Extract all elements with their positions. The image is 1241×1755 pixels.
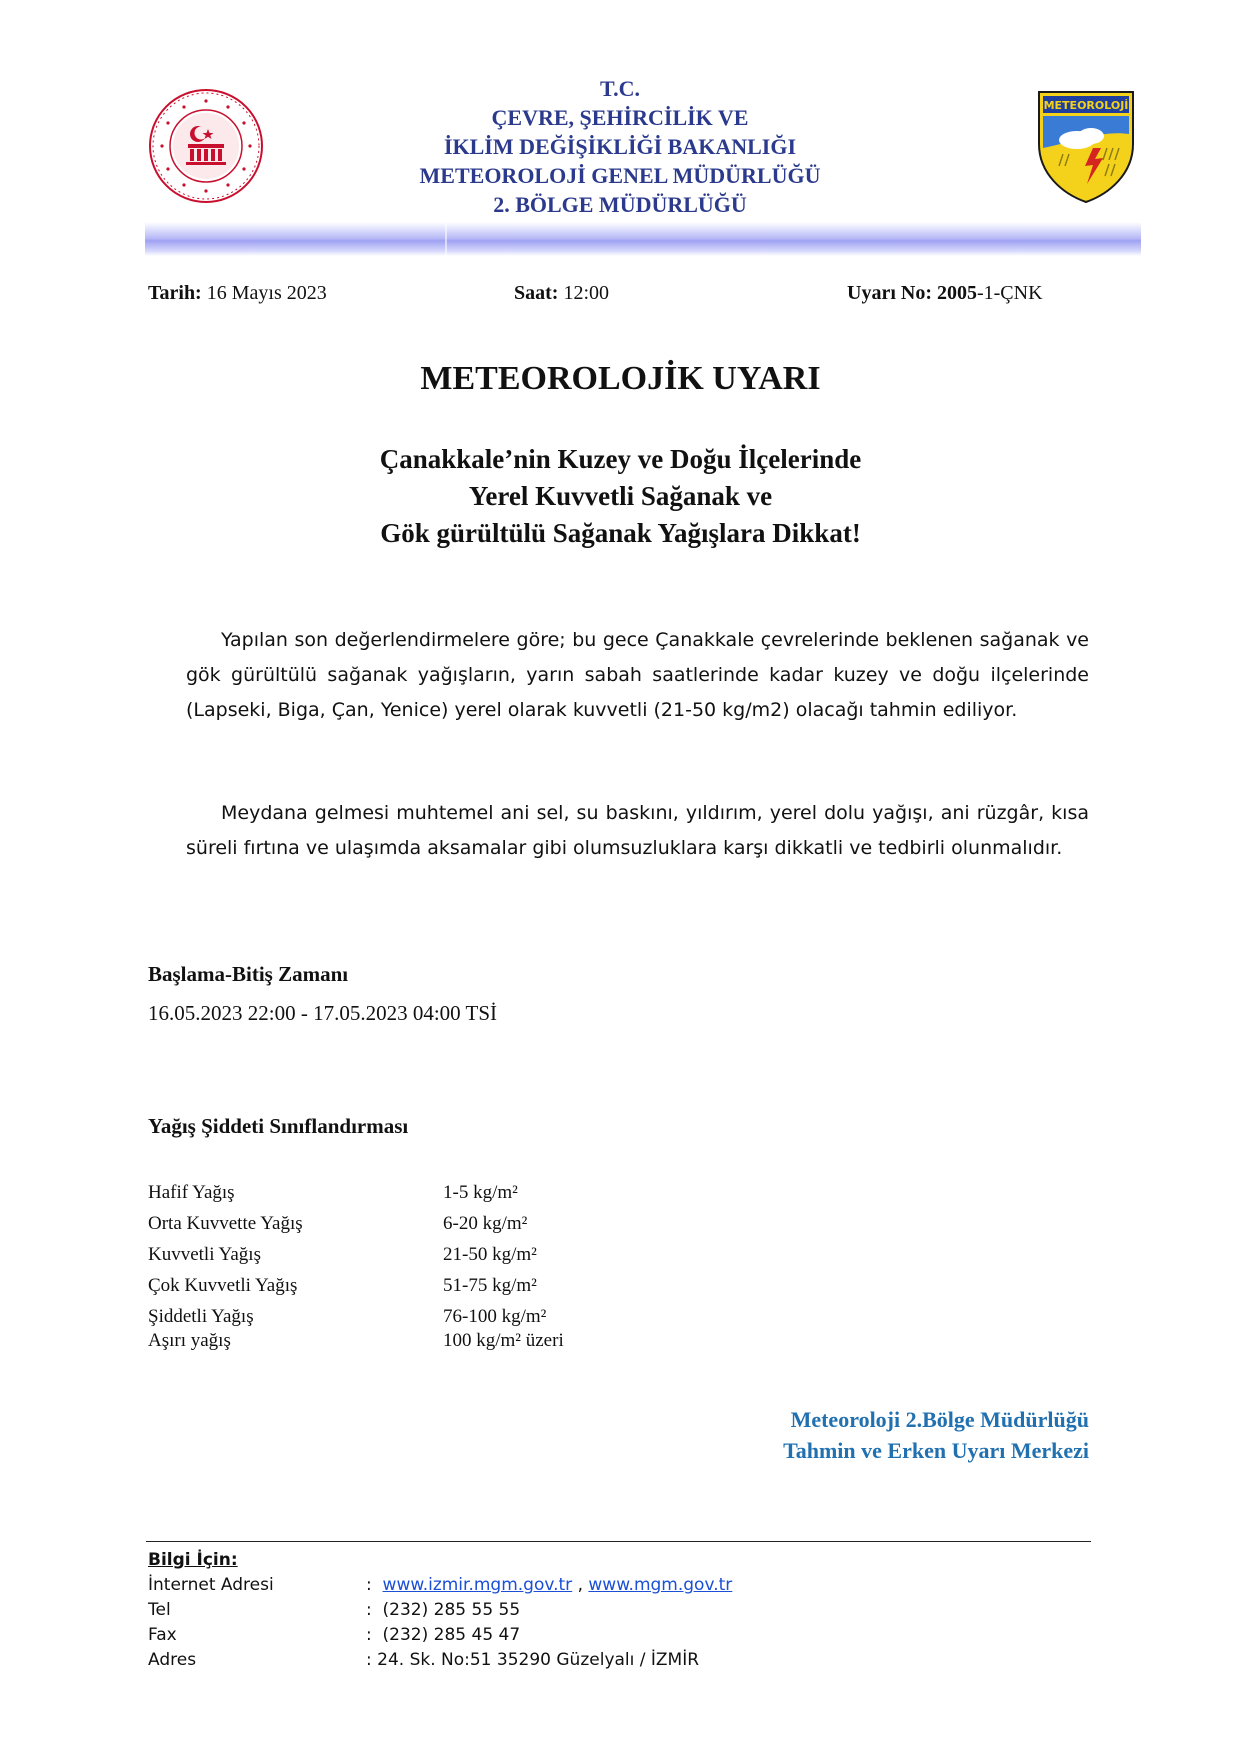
header-line-ministry-2: İKLİM DEĞİŞİKLİĞİ BAKANLIĞI xyxy=(443,134,797,159)
class-name: Aşırı yağış xyxy=(148,1330,231,1351)
document-subtitle xyxy=(0,441,1241,552)
subtitle-line-2: Yerel Kuvvetli Sağanak ve xyxy=(468,481,773,511)
warning-number-bold: 2005 xyxy=(936,282,977,304)
class-name: Çok Kuvvetli Yağış xyxy=(148,1275,298,1296)
period-heading: Başlama-Bitiş Zamanı xyxy=(148,962,349,986)
header-line-tc: T.C. xyxy=(600,76,640,101)
warning-number-field xyxy=(847,282,1043,305)
header-ministry-name xyxy=(300,74,940,219)
signature-line-2: Tahmin ve Erken Uyarı Merkezi xyxy=(783,1438,1089,1463)
class-range: 6-20 kg/m² xyxy=(443,1213,528,1234)
signature-line-1: Meteoroloji 2.Bölge Müdürlüğü xyxy=(790,1407,1089,1432)
class-range: 76-100 kg/m² xyxy=(443,1306,547,1327)
ministry-seal-logo xyxy=(148,88,264,204)
mgm-link[interactable]: www.mgm.gov.tr xyxy=(588,1575,733,1595)
table-row xyxy=(148,1182,564,1213)
footer-heading: Bilgi İçin: xyxy=(148,1550,238,1570)
date-value: 16 Mayıs 2023 xyxy=(206,282,327,304)
table-row xyxy=(148,1244,564,1275)
tel-value: (232) 285 55 55 xyxy=(382,1600,521,1620)
table-row xyxy=(148,1275,564,1306)
header-line-ministry-1: ÇEVRE, ŞEHİRCİLİK VE xyxy=(491,105,749,130)
body-paragraph-2: Meydana gelmesi muhtemel ani sel, su baskını, yıldırım, yerel dolu yağışı, ani rüzgâr, kısa süreli fırtına ve ulaşımda aksamalar gibi olumsuzluklara karşı dikkatli ve tedbirli olunmalıdır. xyxy=(186,802,1089,859)
fax-value: (232) 285 45 47 xyxy=(382,1625,521,1645)
body-paragraph-1: Yapılan son değerlendirmelere göre; bu gece Çanakkale çevrelerinde beklenen sağanak ve gök gürültülü sağanak yağışların, yarın sabah saatlerinde kadar kuzey ve doğu ilçelerinde (Lapseki, Biga, Çan, Yenice) yerel olarak kuvvetli (21-50 kg/m2) olacağı tahmin ediliyor. xyxy=(186,629,1089,721)
time-value: 12:00 xyxy=(563,282,610,304)
classification-heading: Yağış Şiddeti Sınıflandırması xyxy=(148,1114,409,1138)
table-row xyxy=(148,1213,564,1244)
colon: : xyxy=(366,1650,372,1670)
class-range: 100 kg/m² üzeri xyxy=(443,1330,564,1351)
class-name: Hafif Yağış xyxy=(148,1182,235,1203)
table-row xyxy=(148,1330,564,1354)
document-title: METEOROLOJİK UYARI xyxy=(420,360,821,397)
warning-number-label: Uyarı No: xyxy=(847,282,932,304)
class-name: Şiddetli Yağış xyxy=(148,1306,254,1327)
class-range: 51-75 kg/m² xyxy=(443,1275,537,1296)
internet-label: İnternet Adresi xyxy=(148,1575,274,1595)
subtitle-line-3: Gök gürültülü Sağanak Yağışlara Dikkat! xyxy=(380,518,861,548)
header-line-directorate: METEOROLOJİ GENEL MÜDÜRLÜĞÜ xyxy=(419,163,821,188)
time-field xyxy=(514,282,609,305)
izmir-mgm-link[interactable]: www.izmir.mgm.gov.tr xyxy=(382,1575,573,1595)
colon: : xyxy=(366,1600,372,1620)
colon: : xyxy=(366,1575,372,1595)
class-range: 21-50 kg/m² xyxy=(443,1244,537,1265)
footer-divider xyxy=(146,1541,1091,1542)
warning-number-suffix: -1-ÇNK xyxy=(976,282,1043,304)
classification-table xyxy=(148,1182,564,1354)
class-name: Kuvvetli Yağış xyxy=(148,1244,261,1265)
date-label: Tarih: xyxy=(148,282,202,304)
address-value: 24. Sk. No:51 35290 Güzelyalı / İZMİR xyxy=(377,1650,700,1670)
fax-label: Fax xyxy=(148,1625,177,1645)
logo-text: METEOROLOJİ xyxy=(1043,99,1129,112)
subtitle-line-1: Çanakkale’nin Kuzey ve Doğu İlçelerinde xyxy=(379,444,862,474)
date-field xyxy=(148,282,327,305)
period-value: 16.05.2023 22:00 - 17.05.2023 04:00 TSİ xyxy=(148,1001,498,1025)
class-range: 1-5 kg/m² xyxy=(443,1182,518,1203)
address-label: Adres xyxy=(148,1650,197,1670)
header-divider-band xyxy=(145,222,1141,256)
header-line-region: 2. BÖLGE MÜDÜRLÜĞÜ xyxy=(493,192,747,217)
meteoroloji-shield-logo xyxy=(1033,86,1139,206)
signature-block xyxy=(783,1404,1089,1466)
tel-label: Tel xyxy=(148,1600,171,1620)
class-name: Orta Kuvvette Yağış xyxy=(148,1213,303,1234)
time-label: Saat: xyxy=(514,282,559,304)
link-separator: , xyxy=(572,1575,589,1595)
colon: : xyxy=(366,1625,372,1645)
table-row xyxy=(148,1306,564,1330)
